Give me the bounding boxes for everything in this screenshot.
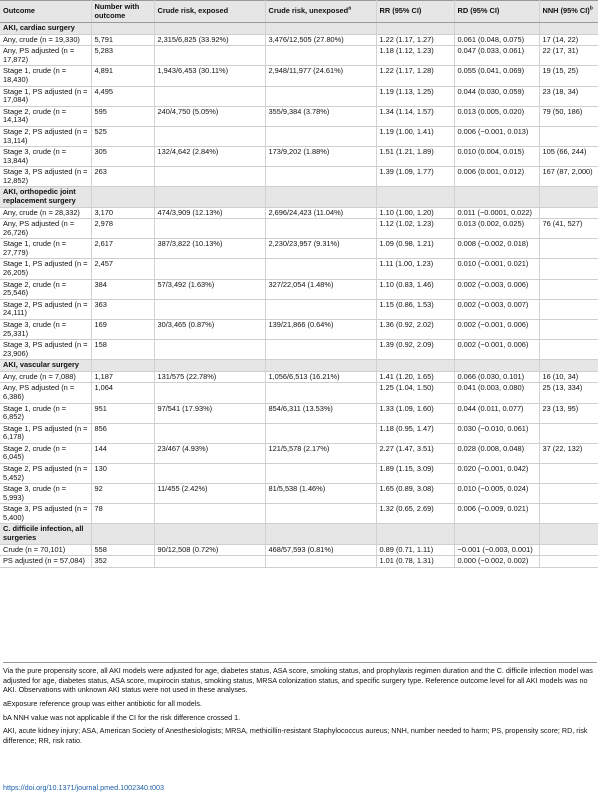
- section-empty-cell: [539, 524, 598, 544]
- table-row: [0, 279, 598, 299]
- section-empty-cell: [154, 187, 265, 207]
- cell-outcome: Stage 2, PS adjusted (n = 24,111): [0, 299, 91, 319]
- cell-number: 352: [91, 556, 154, 568]
- table-row: [0, 167, 598, 187]
- cell-rd: 0.006 (−0.009, 0.021): [454, 504, 539, 524]
- section-empty-cell: [454, 524, 539, 544]
- cell-rr: 1.34 (1.14, 1.57): [376, 106, 454, 126]
- table-row: [0, 544, 598, 556]
- table-row: [0, 423, 598, 443]
- col-header-unexposed: Crude risk, unexposed$^a$: [265, 1, 376, 23]
- table-row: [0, 126, 598, 146]
- table-row: [0, 299, 598, 319]
- cell-rr: 1.10 (0.83, 1.46): [376, 279, 454, 299]
- section-empty-cell: [154, 360, 265, 372]
- table-body: [0, 23, 598, 568]
- cell-number: 5,791: [91, 34, 154, 46]
- cell-nnh: 76 (41, 527): [539, 219, 598, 239]
- note-abbreviations: AKI, acute kidney injury; ASA, American Society of Anesthesiologists; MRSA, methicillin-resistant Staphylococcus aureus; NNH, number needed to harm; PS, propensity score; RD, risk difference; RR, risk ratio.: [3, 726, 588, 745]
- cell-nnh: 79 (50, 186): [539, 106, 598, 126]
- cell-rr: 1.36 (0.92, 2.02): [376, 319, 454, 339]
- cell-outcome: Stage 3, crude (n = 13,844): [0, 147, 91, 167]
- cell-nnh: [539, 279, 598, 299]
- cell-rd: 0.047 (0.033, 0.061): [454, 46, 539, 66]
- cell-unexposed: [265, 556, 376, 568]
- cell-exposed: 97/541 (17.93%): [154, 403, 265, 423]
- cell-exposed: [154, 556, 265, 568]
- cell-number: 2,457: [91, 259, 154, 279]
- cell-outcome: Any, crude (n = 7,088): [0, 371, 91, 383]
- cell-exposed: [154, 464, 265, 484]
- cell-rd: 0.002 (−0.003, 0.006): [454, 279, 539, 299]
- table-row: [0, 484, 598, 504]
- cell-outcome: Any, PS adjusted (n = 6,386): [0, 383, 91, 403]
- col-header-nnh: NNH (95% CI)$^b$: [539, 1, 598, 23]
- cell-rd: −0.001 (−0.003, 0.001): [454, 544, 539, 556]
- cell-rd: 0.055 (0.041, 0.069): [454, 66, 539, 86]
- cell-number: 5,283: [91, 46, 154, 66]
- section-empty-cell: [539, 360, 598, 372]
- section-empty-cell: [265, 187, 376, 207]
- cell-exposed: [154, 219, 265, 239]
- cell-outcome: Any, crude (n = 19,330): [0, 34, 91, 46]
- cell-rr: 1.18 (0.95, 1.47): [376, 423, 454, 443]
- cell-number: 4,495: [91, 86, 154, 106]
- cell-outcome: Stage 1, PS adjusted (n = 17,084): [0, 86, 91, 106]
- cell-unexposed: [265, 46, 376, 66]
- cell-number: 951: [91, 403, 154, 423]
- section-empty-cell: [265, 23, 376, 35]
- cell-unexposed: 468/57,593 (0.81%): [265, 544, 376, 556]
- section-empty-cell: [454, 187, 539, 207]
- cell-exposed: 11/455 (2.42%): [154, 484, 265, 504]
- cell-unexposed: [265, 167, 376, 187]
- cell-rr: 1.39 (0.92, 2.09): [376, 340, 454, 360]
- cell-rd: 0.006 (−0.001, 0.013): [454, 126, 539, 146]
- cell-rr: 1.11 (1.00, 1.23): [376, 259, 454, 279]
- table-row: [0, 371, 598, 383]
- cell-nnh: [539, 423, 598, 443]
- cell-rd: 0.002 (−0.001, 0.006): [454, 340, 539, 360]
- section-empty-cell: [154, 23, 265, 35]
- cell-rr: 2.27 (1.47, 3.51): [376, 443, 454, 463]
- cell-exposed: 30/3,465 (0.87%): [154, 319, 265, 339]
- table-row: [0, 86, 598, 106]
- cell-rr: 1.33 (1.09, 1.60): [376, 403, 454, 423]
- cell-number: 1,064: [91, 383, 154, 403]
- col-header-outcome: Outcome: [0, 1, 91, 23]
- cell-number: 158: [91, 340, 154, 360]
- cell-rr: 1.01 (0.78, 1.31): [376, 556, 454, 568]
- cell-outcome: Stage 3, PS adjusted (n = 12,852): [0, 167, 91, 187]
- note-b: bA NNH value was not applicable if the CI for the risk difference crossed 1.: [3, 712, 241, 722]
- cell-rd: 0.013 (0.002, 0.025): [454, 219, 539, 239]
- cell-rr: 1.51 (1.21, 1.89): [376, 147, 454, 167]
- cell-exposed: [154, 259, 265, 279]
- section-empty-cell: [376, 187, 454, 207]
- cell-number: 144: [91, 443, 154, 463]
- table-notes: [0, 658, 597, 749]
- cell-rd: 0.011 (−0.0001, 0.022): [454, 207, 539, 219]
- cell-exposed: [154, 340, 265, 360]
- table-row: [0, 207, 598, 219]
- section-empty-cell: [91, 524, 154, 544]
- cell-nnh: 167 (87, 2,000): [539, 167, 598, 187]
- section-empty-cell: [91, 187, 154, 207]
- table-row: [0, 34, 598, 46]
- cell-exposed: 1,943/6,453 (30.11%): [154, 66, 265, 86]
- cell-number: 2,617: [91, 239, 154, 259]
- cell-rr: 1.10 (1.00, 1.20): [376, 207, 454, 219]
- section-empty-cell: [265, 360, 376, 372]
- cell-rd: 0.013 (0.005, 0.020): [454, 106, 539, 126]
- cell-outcome: Any, PS adjusted (n = 17,872): [0, 46, 91, 66]
- cell-rr: 1.19 (1.00, 1.41): [376, 126, 454, 146]
- cell-number: 4,891: [91, 66, 154, 86]
- section-empty-cell: [454, 360, 539, 372]
- table-row: [0, 443, 598, 463]
- cell-number: 263: [91, 167, 154, 187]
- cell-unexposed: [265, 259, 376, 279]
- table-row: [0, 464, 598, 484]
- table-row: [0, 259, 598, 279]
- cell-rr: 1.25 (1.04, 1.50): [376, 383, 454, 403]
- cell-rd: 0.044 (0.011, 0.077): [454, 403, 539, 423]
- cell-nnh: [539, 484, 598, 504]
- cell-exposed: [154, 299, 265, 319]
- col-header-rd: RD (95% CI): [454, 1, 539, 23]
- cell-rr: 1.65 (0.89, 3.08): [376, 484, 454, 504]
- cell-unexposed: 355/9,384 (3.78%): [265, 106, 376, 126]
- cell-unexposed: [265, 126, 376, 146]
- cell-rd: 0.010 (−0.005, 0.024): [454, 484, 539, 504]
- cell-rr: 1.41 (1.20, 1.65): [376, 371, 454, 383]
- cell-nnh: 17 (14, 22): [539, 34, 598, 46]
- cell-number: 363: [91, 299, 154, 319]
- table-row: [0, 383, 598, 403]
- cell-unexposed: [265, 423, 376, 443]
- cell-nnh: [539, 239, 598, 259]
- cell-unexposed: [265, 219, 376, 239]
- cell-outcome: Any, crude (n = 28,332): [0, 207, 91, 219]
- cell-unexposed: [265, 504, 376, 524]
- cell-nnh: [539, 207, 598, 219]
- cell-outcome: PS adjusted (n = 57,084): [0, 556, 91, 568]
- cell-exposed: [154, 46, 265, 66]
- cell-exposed: 474/3,909 (12.13%): [154, 207, 265, 219]
- cell-exposed: 240/4,750 (5.05%): [154, 106, 265, 126]
- cell-nnh: 105 (66, 244): [539, 147, 598, 167]
- cell-unexposed: 139/21,866 (0.64%): [265, 319, 376, 339]
- cell-nnh: [539, 544, 598, 556]
- cell-exposed: 23/467 (4.93%): [154, 443, 265, 463]
- cell-exposed: [154, 504, 265, 524]
- cell-unexposed: 2,696/24,423 (11.04%): [265, 207, 376, 219]
- section-header-row: [0, 360, 598, 372]
- cell-unexposed: 81/5,538 (1.46%): [265, 484, 376, 504]
- section-header-row: [0, 187, 598, 207]
- section-title: AKI, vascular surgery: [0, 360, 91, 372]
- cell-outcome: Stage 3, crude (n = 5,993): [0, 484, 91, 504]
- cell-unexposed: 121/5,578 (2.17%): [265, 443, 376, 463]
- cell-nnh: [539, 319, 598, 339]
- cell-number: 92: [91, 484, 154, 504]
- cell-rd: 0.010 (0.004, 0.015): [454, 147, 539, 167]
- cell-number: 856: [91, 423, 154, 443]
- cell-unexposed: 327/22,054 (1.48%): [265, 279, 376, 299]
- cell-nnh: [539, 126, 598, 146]
- section-empty-cell: [376, 524, 454, 544]
- table-row: [0, 106, 598, 126]
- cell-exposed: [154, 383, 265, 403]
- table-row: [0, 319, 598, 339]
- table-row: [0, 556, 598, 568]
- cell-number: 2,978: [91, 219, 154, 239]
- cell-rr: 0.89 (0.71, 1.11): [376, 544, 454, 556]
- cell-exposed: 132/4,642 (2.84%): [154, 147, 265, 167]
- table-row: [0, 46, 598, 66]
- cell-outcome: Stage 1, PS adjusted (n = 26,205): [0, 259, 91, 279]
- col-header-rr: RR (95% CI): [376, 1, 454, 23]
- cell-unexposed: [265, 86, 376, 106]
- cell-rr: 1.09 (0.98, 1.21): [376, 239, 454, 259]
- cell-unexposed: 854/6,311 (13.53%): [265, 403, 376, 423]
- cell-unexposed: 1,056/6,513 (16.21%): [265, 371, 376, 383]
- section-empty-cell: [91, 360, 154, 372]
- cell-exposed: 90/12,508 (0.72%): [154, 544, 265, 556]
- cell-rd: 0.002 (−0.001, 0.006): [454, 319, 539, 339]
- cell-outcome: Stage 3, crude (n = 25,331): [0, 319, 91, 339]
- cell-outcome: Stage 2, PS adjusted (n = 13,114): [0, 126, 91, 146]
- section-header-row: [0, 23, 598, 35]
- cell-rr: 1.15 (0.86, 1.53): [376, 299, 454, 319]
- cell-outcome: Stage 1, crude (n = 6,852): [0, 403, 91, 423]
- cell-number: 130: [91, 464, 154, 484]
- cell-rr: 1.22 (1.17, 1.27): [376, 34, 454, 46]
- col-header-exposed: Crude risk, exposed: [154, 1, 265, 23]
- table-row: [0, 147, 598, 167]
- cell-nnh: [539, 340, 598, 360]
- cell-rr: 1.39 (1.09, 1.77): [376, 167, 454, 187]
- table-row: [0, 239, 598, 259]
- cell-nnh: 37 (22, 132): [539, 443, 598, 463]
- cell-nnh: [539, 259, 598, 279]
- cell-number: 525: [91, 126, 154, 146]
- cell-rd: 0.041 (0.003, 0.080): [454, 383, 539, 403]
- cell-outcome: Stage 1, PS adjusted (n = 6,178): [0, 423, 91, 443]
- cell-exposed: 387/3,822 (10.13%): [154, 239, 265, 259]
- cell-outcome: Stage 3, PS adjusted (n = 23,906): [0, 340, 91, 360]
- notes-divider: [3, 662, 597, 663]
- cell-number: 305: [91, 147, 154, 167]
- cell-exposed: 57/3,492 (1.63%): [154, 279, 265, 299]
- cell-rd: 0.008 (−0.002, 0.018): [454, 239, 539, 259]
- cell-number: 1,187: [91, 371, 154, 383]
- cell-rd: 0.030 (−0.010, 0.061): [454, 423, 539, 443]
- cell-number: 558: [91, 544, 154, 556]
- cell-rd: 0.028 (0.008, 0.048): [454, 443, 539, 463]
- header-row: [0, 1, 598, 23]
- cell-rr: 1.32 (0.65, 2.69): [376, 504, 454, 524]
- cell-rd: 0.000 (−0.002, 0.002): [454, 556, 539, 568]
- cell-nnh: 16 (10, 34): [539, 371, 598, 383]
- doi-link[interactable]: https://doi.org/10.1371/journal.pmed.1002340.t003: [3, 783, 165, 792]
- cell-number: 3,170: [91, 207, 154, 219]
- cell-rr: 1.18 (1.12, 1.23): [376, 46, 454, 66]
- section-empty-cell: [539, 23, 598, 35]
- table-row: [0, 340, 598, 360]
- cell-rr: 1.89 (1.15, 3.09): [376, 464, 454, 484]
- section-empty-cell: [376, 360, 454, 372]
- cell-unexposed: [265, 299, 376, 319]
- cell-number: 384: [91, 279, 154, 299]
- cell-exposed: 131/575 (22.78%): [154, 371, 265, 383]
- cell-nnh: 22 (17, 31): [539, 46, 598, 66]
- cell-unexposed: 173/9,202 (1.88%): [265, 147, 376, 167]
- cell-nnh: [539, 504, 598, 524]
- cell-exposed: [154, 423, 265, 443]
- cell-number: 169: [91, 319, 154, 339]
- cell-exposed: 2,315/6,825 (33.92%): [154, 34, 265, 46]
- cell-nnh: [539, 556, 598, 568]
- cell-outcome: Stage 2, crude (n = 25,546): [0, 279, 91, 299]
- cell-outcome: Crude (n = 70,101): [0, 544, 91, 556]
- cell-rd: 0.044 (0.030, 0.059): [454, 86, 539, 106]
- section-title: AKI, cardiac surgery: [0, 23, 91, 35]
- table-row: [0, 219, 598, 239]
- table-row: [0, 66, 598, 86]
- cell-rd: 0.066 (0.030, 0.101): [454, 371, 539, 383]
- cell-nnh: 25 (13, 334): [539, 383, 598, 403]
- col-header-number: Number with outcome: [91, 1, 154, 23]
- cell-nnh: 19 (15, 25): [539, 66, 598, 86]
- table-row: [0, 403, 598, 423]
- section-title: AKI, orthopedic joint replacement surgery: [0, 187, 91, 207]
- cell-outcome: Stage 2, crude (n = 6,045): [0, 443, 91, 463]
- cell-rd: 0.002 (−0.003, 0.007): [454, 299, 539, 319]
- cell-exposed: [154, 126, 265, 146]
- cell-nnh: 23 (13, 95): [539, 403, 598, 423]
- section-empty-cell: [265, 524, 376, 544]
- cell-nnh: [539, 464, 598, 484]
- cell-outcome: Any, PS adjusted (n = 26,726): [0, 219, 91, 239]
- section-empty-cell: [454, 23, 539, 35]
- cell-unexposed: 3,476/12,505 (27.80%): [265, 34, 376, 46]
- section-empty-cell: [154, 524, 265, 544]
- section-empty-cell: [91, 23, 154, 35]
- cell-outcome: Stage 2, crude (n = 14,134): [0, 106, 91, 126]
- note-a: aExposure reference group was either antibiotic for all models.: [3, 698, 202, 708]
- cell-exposed: [154, 86, 265, 106]
- table-row: [0, 504, 598, 524]
- cell-unexposed: 2,948/11,977 (24.61%): [265, 66, 376, 86]
- cell-nnh: [539, 299, 598, 319]
- cell-rd: 0.061 (0.048, 0.075): [454, 34, 539, 46]
- cell-unexposed: 2,230/23,957 (9.31%): [265, 239, 376, 259]
- section-empty-cell: [539, 187, 598, 207]
- cell-unexposed: [265, 464, 376, 484]
- cell-outcome: Stage 1, crude (n = 27,779): [0, 239, 91, 259]
- cell-outcome: Stage 1, crude (n = 18,430): [0, 66, 91, 86]
- cell-rr: 1.12 (1.02, 1.23): [376, 219, 454, 239]
- section-empty-cell: [376, 23, 454, 35]
- cell-unexposed: [265, 383, 376, 403]
- note-main: Via the pure propensity score, all AKI models were adjusted for age, diabetes status, ASA score, smoking status, and prophylaxis regimen duration and the C. difficile infection model was adjusted for age, diabetes status, ASA score, mupirocin status, smoking status, MRSA colonization status, and specific surgery type. Reference outcome level for all AKI models was no AKI. Observations with unknown AKI status were not used in these analyses.: [3, 666, 593, 695]
- cell-number: 78: [91, 504, 154, 524]
- cell-nnh: 23 (18, 34): [539, 86, 598, 106]
- cell-rr: 1.19 (1.13, 1.25): [376, 86, 454, 106]
- section-header-row: [0, 524, 598, 544]
- cell-unexposed: [265, 340, 376, 360]
- cell-rd: 0.010 (−0.001, 0.021): [454, 259, 539, 279]
- cell-rr: 1.22 (1.17, 1.28): [376, 66, 454, 86]
- cell-exposed: [154, 167, 265, 187]
- cell-rd: 0.020 (−0.001, 0.042): [454, 464, 539, 484]
- cell-outcome: Stage 2, PS adjusted (n = 5,452): [0, 464, 91, 484]
- cell-outcome: Stage 3, PS adjusted (n = 5,400): [0, 504, 91, 524]
- cell-rd: 0.006 (0.001, 0.012): [454, 167, 539, 187]
- cell-number: 595: [91, 106, 154, 126]
- section-title: C. difficile infection, all surgeries: [0, 524, 91, 544]
